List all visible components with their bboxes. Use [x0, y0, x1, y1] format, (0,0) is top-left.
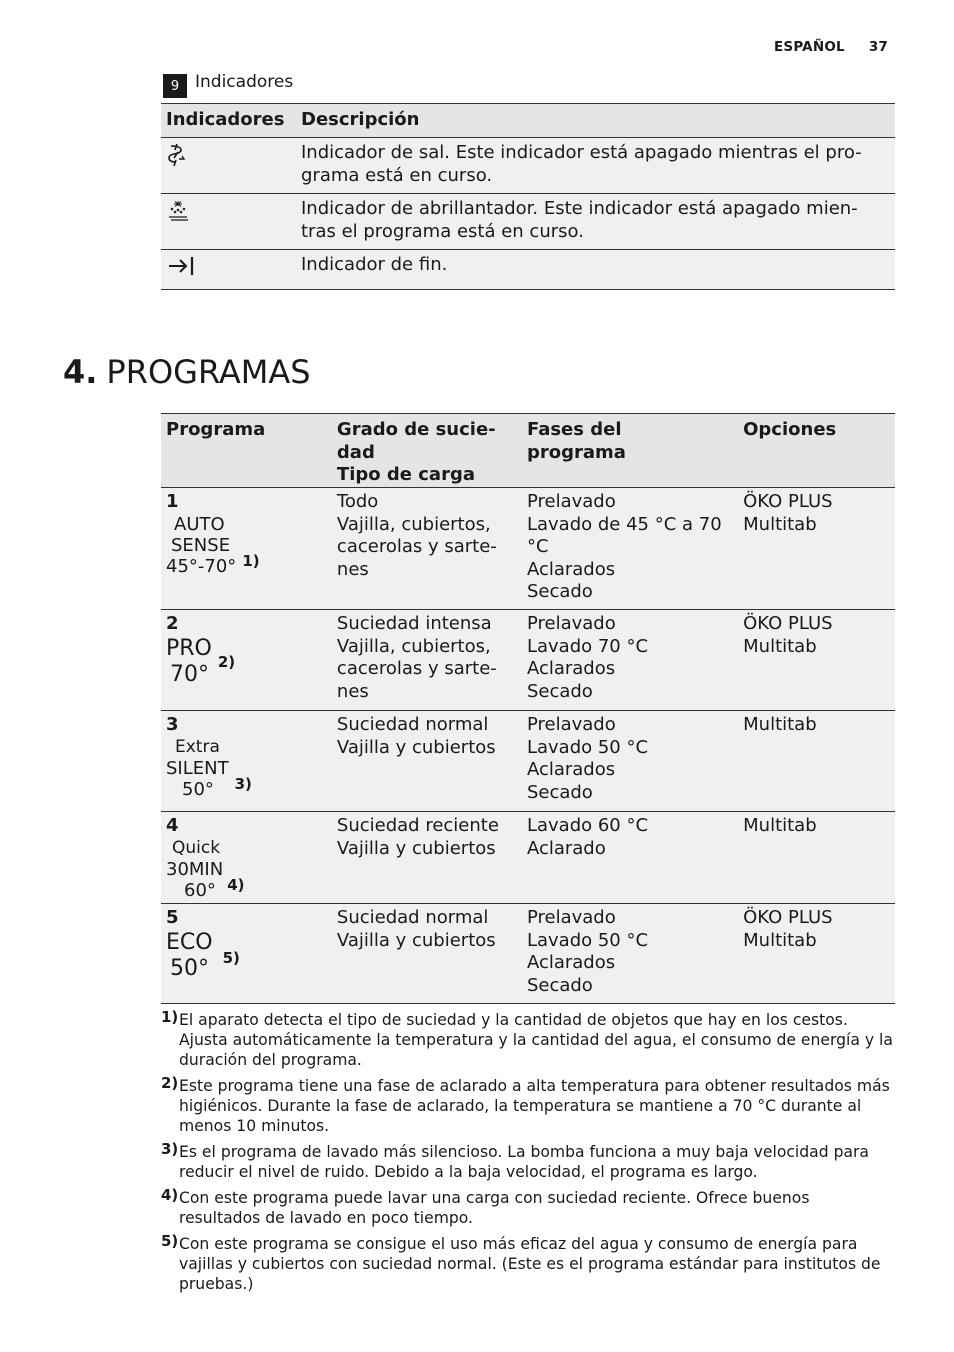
header-phases: Fases del programa — [522, 414, 738, 488]
footnote-ref: 4) — [227, 876, 245, 894]
phases: Prelavado Lavado de 45 °C a 70 °C Aclarados Secado — [522, 488, 738, 610]
program-table — [161, 413, 895, 1004]
chapter-heading — [63, 350, 311, 394]
program-number: 2 — [166, 613, 179, 634]
options: ÖKO PLUS Multitab — [738, 904, 895, 1004]
program-number: 4 — [166, 815, 179, 836]
page-number: 37 — [868, 39, 888, 55]
program-logo — [166, 514, 328, 577]
soil-load: Todo Vajilla, cubiertos, cacerolas y sarte- nes — [332, 488, 522, 610]
program-logo — [166, 737, 328, 800]
chapter-title: PROGRAMAS — [106, 353, 311, 391]
logo-line: SENSE — [171, 534, 231, 556]
page-header — [774, 39, 888, 55]
soil-load: Suciedad normal Vajilla y cubiertos — [332, 904, 522, 1004]
indicator-description: Indicador de abrillantador. Este indicador está apagado mien- tras el programa está en curso. — [296, 194, 895, 250]
salt-indicator-icon — [166, 142, 188, 168]
indicator-description: Indicador de fin. — [296, 250, 895, 290]
table-row — [161, 904, 895, 1004]
logo-line: 30MIN — [166, 858, 224, 880]
footnote-text: El aparato detecta el tipo de suciedad y la cantidad de objetos que hay en los cestos. Ajusta automáticamente la temperatura y la cantidad del agua, el consumo de energía y la duración del programa. — [179, 1011, 893, 1069]
footnotes — [161, 1010, 895, 1300]
logo-line: ECO — [166, 929, 213, 955]
chapter-number: 4. — [63, 353, 98, 391]
logo-line: PRO — [166, 635, 212, 661]
footnote — [161, 1142, 895, 1182]
footnote — [161, 1010, 895, 1070]
footnote — [161, 1188, 895, 1228]
logo-line: 60° — [184, 879, 216, 901]
indicator-table — [161, 103, 895, 290]
section-number-badge: 9 — [163, 74, 187, 98]
footnote — [161, 1076, 895, 1136]
footnote-text: Con este programa se consigue el uso más eficaz del agua y consumo de energía para vajillas y cubiertos con suciedad normal. (Este es el programa estándar para institutos de pruebas.) — [179, 1235, 881, 1293]
table-row — [161, 138, 895, 194]
program-number: 3 — [166, 714, 179, 735]
table-row — [161, 610, 895, 711]
table-row — [161, 812, 895, 904]
header-indicators: Indicadores — [161, 104, 296, 138]
footnote — [161, 1234, 895, 1294]
table-row — [161, 711, 895, 812]
phases: Prelavado Lavado 70 °C Aclarados Secado — [522, 610, 738, 711]
footnote-text: Este programa tiene una fase de aclarado a alta temperatura para obtener resultados más higiénicos. Durante la fase de aclarado, la temperatura se mantiene a 70 °C durante al menos 10 minutos. — [179, 1077, 890, 1135]
footnote-mark: 1) — [161, 1008, 179, 1026]
options: Multitab — [738, 711, 895, 812]
table-row — [161, 194, 895, 250]
phases: Prelavado Lavado 50 °C Aclarados Secado — [522, 711, 738, 812]
footnote-mark: 5) — [161, 1232, 179, 1250]
footnote-ref: 2) — [217, 653, 236, 671]
phases: Lavado 60 °C Aclarado — [522, 812, 738, 904]
header-options: Opciones — [738, 414, 895, 488]
table-row — [161, 250, 895, 290]
footnote-ref: 1) — [242, 552, 260, 570]
footnote-mark: 4) — [161, 1186, 179, 1204]
section-title: Indicadores — [195, 72, 294, 92]
footnote-mark: 3) — [161, 1140, 179, 1158]
logo-line: 70° — [170, 661, 209, 687]
header-description: Descripción — [296, 104, 895, 138]
program-logo — [166, 930, 328, 982]
logo-line: 45°-70° — [166, 555, 237, 577]
program-table-header — [161, 414, 895, 488]
rinse-aid-indicator-icon — [166, 198, 192, 224]
indicator-description: Indicador de sal. Este indicador está apagado mientras el pro- grama está en curso. — [296, 138, 895, 194]
options: Multitab — [738, 812, 895, 904]
logo-line: AUTO — [174, 513, 225, 535]
indicator-table-header — [161, 104, 895, 138]
program-logo — [166, 636, 328, 688]
footnote-ref: 5) — [222, 949, 240, 967]
footnote-ref: 3) — [234, 775, 252, 793]
options: ÖKO PLUS Multitab — [738, 610, 895, 711]
table-row — [161, 488, 895, 610]
header-program: Programa — [161, 414, 332, 488]
section-9-heading — [163, 71, 293, 95]
footnote-text: Con este programa puede lavar una carga con suciedad reciente. Ofrece buenos resultados de lavado en poco tiempo. — [179, 1189, 810, 1227]
end-indicator-icon — [166, 254, 196, 278]
program-number: 5 — [166, 907, 179, 928]
footnote-mark: 2) — [161, 1074, 179, 1092]
header-soil-load: Grado de sucie- dad Tipo de carga — [332, 414, 522, 488]
program-logo — [166, 838, 328, 901]
soil-load: Suciedad reciente Vajilla y cubiertos — [332, 812, 522, 904]
options: ÖKO PLUS Multitab — [738, 488, 895, 610]
footnote-text: Es el programa de lavado más silencioso. La bomba funciona a muy baja velocidad para reducir el nivel de ruido. Debido a la baja velocidad, el programa es largo. — [179, 1143, 869, 1181]
program-number: 1 — [166, 491, 179, 512]
header-language: ESPAÑOL — [773, 39, 845, 55]
logo-line: 50° — [170, 955, 209, 981]
logo-line: 50° — [182, 778, 214, 800]
soil-load: Suciedad normal Vajilla y cubiertos — [332, 711, 522, 812]
logo-line: Extra — [175, 736, 220, 757]
logo-line: SILENT — [166, 757, 229, 779]
logo-line: Quick — [172, 837, 221, 858]
phases: Prelavado Lavado 50 °C Aclarados Secado — [522, 904, 738, 1004]
soil-load: Suciedad intensa Vajilla, cubiertos, cacerolas y sarte- nes — [332, 610, 522, 711]
